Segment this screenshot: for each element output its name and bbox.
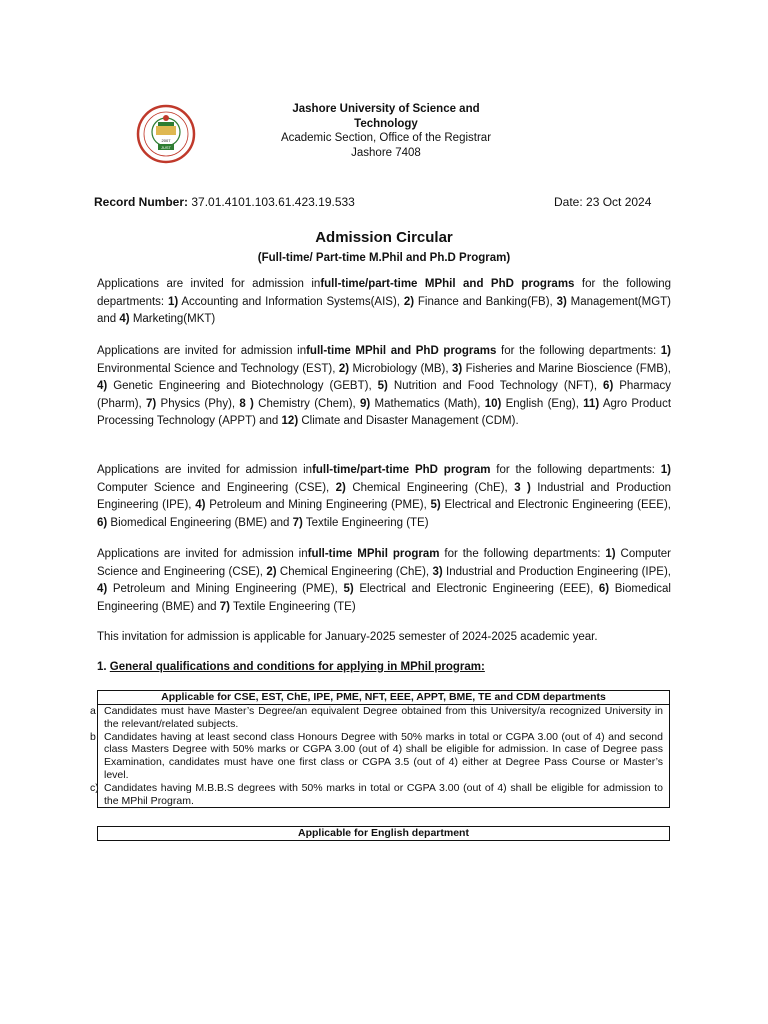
- record-number: [94, 195, 355, 209]
- semester-note: This invitation for admission is applicable for January-2025 semester of 2024-2025 academic year.: [97, 631, 598, 643]
- paragraph-text: Electrical and Electronic Engineering (EEE),: [353, 583, 599, 596]
- section-heading-text: General qualifications and conditions for applying in MPhil program:: [109, 661, 485, 673]
- paragraph-text: Petroleum and Mining Engineering (PME),: [205, 499, 431, 512]
- paragraph-text: Physics (Phy),: [156, 397, 240, 410]
- paragraph-text: Biomedical Engineering (BME) and: [97, 583, 671, 613]
- qualification-item: [90, 781, 669, 808]
- item-text: Candidates having M.B.B.S degrees with 50% marks in total or CGPA 3.00 (out of 4) shall be eligible for admission to the MPhil Program.: [104, 781, 663, 807]
- emphasis-text: 6): [603, 380, 614, 393]
- city-address: Jashore 7408: [351, 146, 421, 159]
- box-title-general: Applicable for CSE, EST, ChE, IPE, PME, NFT, EEE, APPT, BME, TE and CDM departments: [98, 691, 669, 705]
- qualification-item: [90, 705, 669, 731]
- paragraph-text: Genetic Engineering and Biotechnology (GEBT),: [107, 380, 378, 393]
- seal-year: 2007: [161, 138, 171, 143]
- paragraph-text: Computer Science and Engineering (CSE),: [97, 548, 672, 578]
- qualification-box-general: [90, 690, 670, 808]
- section-heading: [97, 661, 485, 673]
- university-name-line1: Jashore University of Science and: [292, 103, 480, 115]
- paragraph-text: Agro Product Processing Technology (APPT) and: [97, 397, 672, 428]
- paragraph-text: Marketing(MKT): [129, 313, 216, 326]
- paragraph-science: [97, 343, 671, 431]
- emphasis-text: 6): [598, 583, 610, 596]
- paragraph-text: Applications are invited for admission in: [97, 345, 307, 357]
- seal-abbr: JUST: [161, 145, 171, 150]
- paragraph-text: Mathematics (Math),: [370, 397, 485, 410]
- institution-header: [226, 102, 546, 160]
- paragraph-text: Microbiology (MB),: [349, 362, 452, 375]
- page-title: Admission Circular: [315, 229, 453, 246]
- emphasis-text: 1): [605, 548, 616, 560]
- emphasis-text: 3 ): [514, 481, 531, 494]
- paragraph-text: Management(MGT) and: [97, 295, 671, 326]
- emphasis-text: 2): [403, 295, 415, 308]
- paragraph-text: Chemical Engineering (ChE),: [276, 565, 433, 578]
- item-marker: b: [90, 730, 96, 743]
- paragraph-text: Industrial and Production Engineering (IPE),: [97, 481, 671, 512]
- paragraph-text: Nutrition and Food Technology (NFT),: [387, 380, 604, 393]
- paragraph-text: Environmental Science and Technology (EST),: [97, 362, 339, 375]
- emphasis-text: 7): [219, 600, 230, 613]
- paragraph-text: for the following departments:: [439, 548, 606, 560]
- emphasis-text: 11): [583, 397, 600, 410]
- paragraph-text: Petroleum and Mining Engineering (PME),: [107, 583, 344, 596]
- item-marker: c): [90, 781, 99, 794]
- emphasis-text: 1): [167, 295, 179, 308]
- emphasis-text: full-time MPhil program: [307, 548, 440, 560]
- emphasis-text: 5): [430, 499, 441, 512]
- item-text: Candidates must have Master’s Degree/an equivalent Degree obtained from this University/a recognized University in the relevant/related subjects.: [104, 705, 663, 730]
- emphasis-text: 4): [195, 499, 206, 512]
- emphasis-text: 10): [484, 397, 502, 410]
- paragraph-text: Pharmacy (Pharm),: [97, 380, 672, 410]
- emphasis-text: 3): [556, 295, 567, 308]
- emphasis-text: 9): [360, 397, 371, 410]
- university-seal-icon: [136, 104, 196, 164]
- paragraph-text: Textile Engineering (TE): [229, 600, 356, 613]
- emphasis-text: full-time/part-time PhD program: [312, 464, 491, 476]
- emphasis-text: full-time MPhil and PhD programs: [306, 345, 497, 357]
- emphasis-text: 8 ): [239, 397, 254, 410]
- emphasis-text: 7): [146, 397, 157, 410]
- emphasis-text: 4): [97, 380, 108, 393]
- paragraph-text: Applications are invited for admission in: [97, 278, 321, 290]
- emphasis-text: 1): [660, 345, 671, 357]
- emphasis-text: 2): [266, 565, 277, 578]
- paragraph-phd-engineering: [97, 462, 671, 532]
- paragraph-mphil-engineering: [97, 546, 671, 616]
- paragraph-text: Chemistry (Chem),: [253, 397, 361, 410]
- page-subtitle: (Full-time/ Part-time M.Phil and Ph.D Program): [257, 252, 511, 264]
- office-name: Academic Section, Office of the Registrar: [280, 132, 492, 144]
- paragraph-text: Chemical Engineering (ChE),: [345, 481, 515, 494]
- paragraph-text: Climate and Disaster Management (CDM).: [298, 415, 519, 428]
- circular-date: Date: 23 Oct 2024: [554, 195, 652, 209]
- box-title-english: Applicable for English department: [298, 827, 469, 839]
- paragraph-text: Industrial and Production Engineering (IPE),: [442, 565, 671, 578]
- qualification-item: [90, 730, 669, 782]
- emphasis-text: 3): [432, 565, 443, 578]
- section-number: 1.: [97, 661, 107, 673]
- emphasis-text: 5): [343, 583, 354, 596]
- record-value: 37.01.4101.103.61.423.19.533: [191, 195, 355, 209]
- paragraph-text: for the following departments:: [496, 345, 661, 357]
- paragraph-text: Computer Science and Engineering (CSE),: [97, 481, 336, 494]
- qualification-box-english: [97, 826, 670, 841]
- paragraph-text: Electrical and Electronic Engineering (EEE),: [440, 499, 671, 512]
- paragraph-text: for the following departments:: [97, 278, 671, 308]
- emphasis-text: 3): [451, 362, 463, 375]
- paragraph-text: Biomedical Engineering (BME) and: [107, 516, 293, 529]
- emphasis-text: 2): [338, 362, 350, 375]
- paragraph-business: [97, 276, 671, 329]
- record-label: Record Number:: [94, 195, 189, 209]
- paragraph-text: Applications are invited for admission in: [97, 548, 308, 560]
- paragraph-text: Applications are invited for admission in: [97, 464, 313, 476]
- university-name-line2: Technology: [354, 117, 418, 130]
- emphasis-text: 4): [119, 313, 130, 326]
- paragraph-text: for the following departments:: [490, 464, 661, 476]
- emphasis-text: 6): [97, 516, 108, 529]
- paragraph-text: Finance and Banking(FB),: [414, 295, 557, 308]
- emphasis-text: 1): [660, 464, 672, 476]
- paragraph-text: Fisheries and Marine Bioscience (FMB),: [462, 362, 671, 375]
- emphasis-text: full-time/part-time MPhil and PhD programs: [320, 278, 575, 290]
- emphasis-text: 7): [292, 516, 303, 529]
- item-marker: a: [90, 705, 96, 717]
- emphasis-text: 4): [97, 583, 108, 596]
- emphasis-text: 12): [281, 415, 299, 428]
- item-text: Candidates having at least second class Honours Degree with 50% marks in total or CGPA 3.00 (out of 4) and second class Masters Degree with 50% marks or CGPA 3.00 (out of 4) shall be eligible for admission. In case of Degree pass Examination, candidates must have one first class or CGPA 3.5 (out of 4) either at Degree Pass Course or Master’s level.: [104, 730, 663, 781]
- emphasis-text: 2): [335, 481, 346, 494]
- emphasis-text: 5): [377, 380, 388, 393]
- paragraph-text: Accounting and Information Systems(AIS),: [178, 295, 404, 308]
- paragraph-text: English (Eng),: [501, 397, 584, 410]
- paragraph-text: Textile Engineering (TE): [302, 516, 429, 529]
